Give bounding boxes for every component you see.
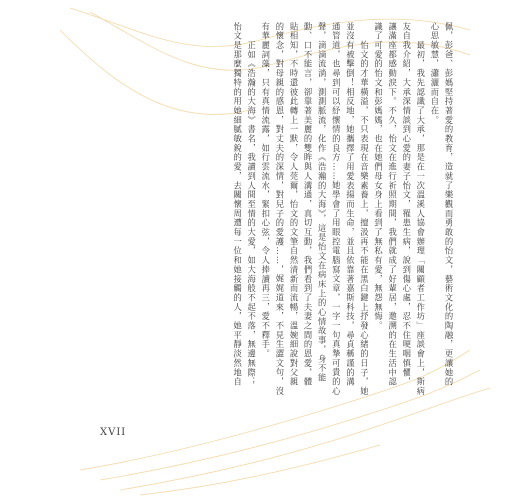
text-column: 佩，彭爸、彭媽堅持著愛的教育，造就了樂觀而勇敢的怡文，藝術文化的陶融，更讓她的 bbox=[444, 22, 454, 387]
text-column: 動、口不能言，卻靠著美麗的雙眸與人溝通，真切互動，我們看到了夫妻之間的恩愛，體 bbox=[303, 22, 314, 387]
text-column: 並沒有被擊倒！相反地，她攜擇了用愛表揚而生命，並且依靠著嘉斯科技，尋貞稱謹的溝 bbox=[345, 22, 356, 387]
text-column: 最初，我先認識了大承，那是在一次溫溪人協會辦理「關顧者工作坊」座談會上，斯病 bbox=[415, 22, 426, 396]
text-column: 友自我介紹，大承深情談到心愛的妻子怡文，罹患生病，說到傷心處，忍不住哽咽慎懼， bbox=[401, 22, 412, 387]
text-column: 聲，滴滴流淌，測測脈流，化作《浩瀚的大海》，這是怡文在病床上的心情故事，身不能 bbox=[317, 22, 328, 383]
text-column: 心思敏慧，瀟灑而自在。 bbox=[429, 22, 440, 125]
text-column: 識了可愛的怡文和彭媽媽，也在她們母女身上看到了無私有愛，無怨無悔。 bbox=[373, 22, 384, 331]
page-number: XVII bbox=[100, 427, 127, 438]
text-column: 的懷念，對母親的感恩，對丈夫的深情，對兒子的愛護……，娓娓道來，不見生澀文句，沒 bbox=[274, 22, 285, 396]
text-column: 通管道，也尋到可以紓懷情的良方……她學會了用眼控電腦寫文章，一字一句真摯可貴的心 bbox=[331, 22, 342, 396]
vertical-text-body bbox=[231, 22, 457, 418]
text-column: 貼相知，不時還彼此轉上一默，令人莞爾，怡文的文筆自然清新而流暢，溫婉細說對父親 bbox=[288, 22, 299, 387]
text-column: 有華麗詞藻，只有真情流露，如行雲流水，緊扣心弦，令人捧讀再三，愛不釋手。 bbox=[260, 22, 271, 359]
text-column: 正如《浩瀚的大海》書名，我讀到人間至情的大愛，如大海般不起不落，無邊無際； bbox=[246, 22, 257, 387]
text-column: 讓滿座都感動淚下。不久，怡文在進行祈照期間，我們就成了好輩居，邀溯的在生活中認 bbox=[387, 22, 398, 387]
text-column: 怡文是那麼獨特的用她細膩敏銳的愛，去關懷周遭每一位和她接觸的人，她平靜淡然地自 bbox=[232, 22, 243, 387]
text-column: 怡文的才華橫溢，不只表現在音樂素養上，擅汲再不能在黑白鍵上抒發心緒的日子，她 bbox=[359, 22, 370, 396]
